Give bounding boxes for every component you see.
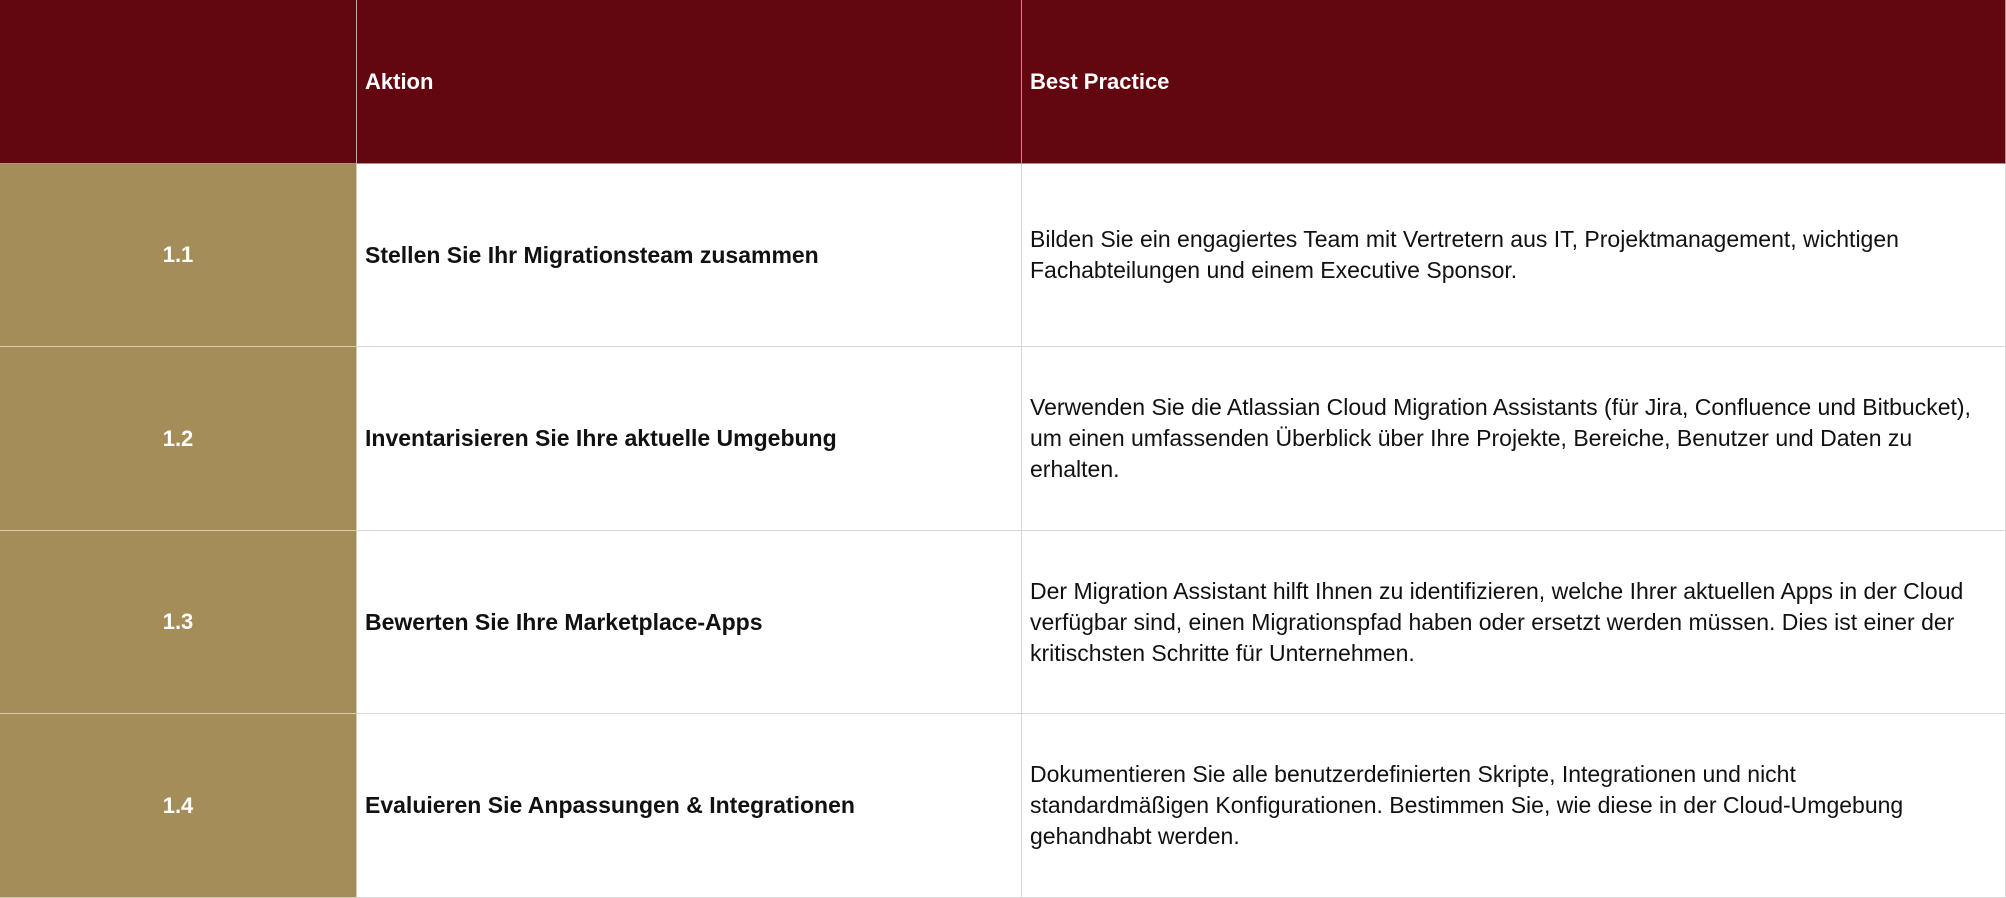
row-action-cell: [357, 347, 1022, 531]
row-number: 1.4: [162, 792, 194, 818]
header-best-practice-label: Best Practice: [1030, 68, 1170, 94]
row-number: 1.2: [162, 425, 194, 451]
row-number: 1.3: [162, 609, 194, 634]
row-number-cell: [0, 714, 357, 898]
header-best-practice-cell: [1022, 0, 2006, 164]
row-action: Inventarisieren Sie Ihre aktuelle Umgebung: [365, 425, 837, 451]
row-number-cell: [0, 531, 357, 714]
row-best-practice-cell: [1022, 164, 2006, 347]
row-best-practice: Dokumentieren Sie alle benutzerdefinierten Skripte, Integrationen und nicht standardmäßigen Konfigurationen. Bestimmen Sie, wie diese in der Cloud-Umgebung gehandhabt werden.: [1030, 761, 1904, 849]
row-action: Evaluieren Sie Anpassungen & Integrationen: [365, 792, 855, 818]
header-number-cell: [0, 0, 357, 164]
row-action-cell: [357, 164, 1022, 347]
row-best-practice-cell: [1022, 347, 2006, 531]
row-best-practice: Verwenden Sie die Atlassian Cloud Migration Assistants (für Jira, Confluence und Bitbucket), um einen umfassenden Überblick über Ihre Projekte, Bereiche, Benutzer und Daten zu erhalten.: [1030, 394, 1971, 482]
row-action: Stellen Sie Ihr Migrationsteam zusammen: [365, 241, 819, 268]
row-action-cell: [357, 714, 1022, 898]
header-action-label: Aktion: [365, 68, 434, 94]
row-number: 1.1: [162, 242, 194, 267]
row-number-cell: [0, 164, 357, 347]
row-best-practice-cell: [1022, 531, 2006, 714]
header-action-cell: [357, 0, 1022, 164]
row-action-cell: [357, 531, 1022, 714]
row-best-practice-cell: [1022, 714, 2006, 898]
row-best-practice: Bilden Sie ein engagiertes Team mit Vertretern aus IT, Projektmanagement, wichtigen Fachabteilungen und einem Executive Sponsor.: [1030, 226, 1899, 283]
row-best-practice: Der Migration Assistant hilft Ihnen zu identifizieren, welche Ihrer aktuellen Apps in der Cloud verfügbar sind, einen Migrationspfad haben oder ersetzt werden müssen. Dies ist einer der kritischsten Schritte für Unternehmen.: [1030, 577, 1964, 666]
row-number-cell: [0, 347, 357, 531]
row-action: Bewerten Sie Ihre Marketplace-Apps: [365, 608, 763, 635]
